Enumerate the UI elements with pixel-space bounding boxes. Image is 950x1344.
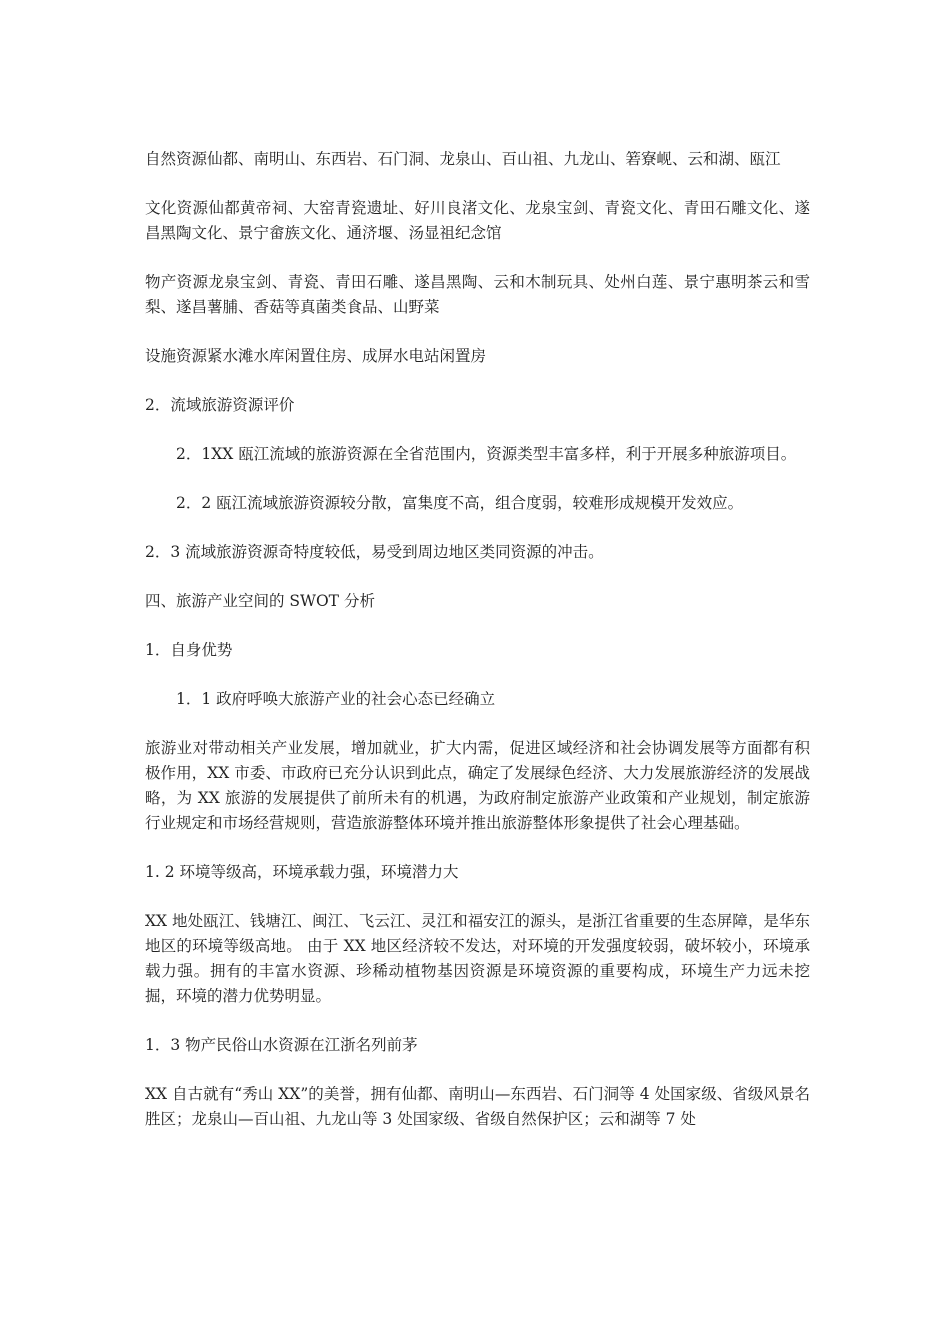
tourism-policy-paragraph: 旅游业对带动相关产业发展，增加就业，扩大内需，促进区域经济和社会协调发展等方面都有积极作用，XX 市委、市政府已充分认识到此点，确定了发展绿色经济、大力发展旅游经济的发展战略，为 XX 旅游的发展提供了前所未有的机遇，为政府制定旅游产业政策和产业规划，制定旅游行业规定和市场经营规则，营造旅游整体环境并推出旅游整体形象提供了社会心理基础。 xyxy=(145,739,810,832)
document-page xyxy=(145,147,810,1156)
subheading-1-2: 1. 2 环境等级高，环境承载力强，环境潜力大 xyxy=(145,863,459,881)
section-heading-swot: 四、旅游产业空间的 SWOT 分析 xyxy=(145,592,375,610)
environment-paragraph: XX 地处瓯江、钱塘江、闽江、飞云江、灵江和福安江的源头，是浙江省重要的生态屏障，是华东地区的环境等级高地。 由于 XX 地区经济较不发达，对环境的开发强度较弱，破坏较小，环境承载力强。拥有的丰富水资源、珍稀动植物基因资源是环境资源的重要构成，环境生产力远未挖掘，环境的潜力优势明显。 xyxy=(145,912,810,1005)
evaluation-item-2-2: 2．2 瓯江流域旅游资源较分散，富集度不高，组合度弱，较难形成规模开发效应。 xyxy=(176,494,744,512)
subheading-1-3: 1．3 物产民俗山水资源在江浙名列前茅 xyxy=(145,1036,418,1054)
natural-resources-paragraph: 自然资源仙都、南明山、东西岩、石门洞、龙泉山、百山祖、九龙山、箬寮岘、云和湖、瓯江 xyxy=(145,150,781,168)
subheading-own-advantages: 1．自身优势 xyxy=(145,641,233,659)
evaluation-item-2-3: 2．3 流域旅游资源奇特度较低，易受到周边地区类同资源的冲击。 xyxy=(145,543,604,561)
facility-resources-paragraph: 设施资源紧水滩水库闲置住房、成屏水电站闲置房 xyxy=(145,347,487,365)
product-resources-paragraph: 物产资源龙泉宝剑、青瓷、青田石雕、遂昌黑陶、云和木制玩具、处州白莲、景宁惠明茶云和雪梨、遂昌薯脯、香菇等真菌类食品、山野菜 xyxy=(145,273,810,316)
section-heading-resource-evaluation: 2．流域旅游资源评价 xyxy=(145,396,295,414)
evaluation-item-2-1: 2．1XX 瓯江流域的旅游资源在全省范围内，资源类型丰富多样，利于开展多种旅游项目。 xyxy=(176,445,797,463)
scenic-resources-paragraph: XX 自古就有“秀山 XX”的美誉，拥有仙都、南明山—东西岩、石门洞等 4 处国家级、省级风景名胜区；龙泉山—百山祖、九龙山等 3 处国家级、省级自然保护区；云和湖等 7 处 xyxy=(145,1085,810,1128)
cultural-resources-paragraph: 文化资源仙都黄帝祠、大窑青瓷遗址、好川良渚文化、龙泉宝剑、青瓷文化、青田石雕文化、遂昌黑陶文化、景宁畲族文化、通济堰、汤显祖纪念馆 xyxy=(145,199,810,242)
subheading-1-1: 1．1 政府呼唤大旅游产业的社会心态已经确立 xyxy=(176,690,496,708)
